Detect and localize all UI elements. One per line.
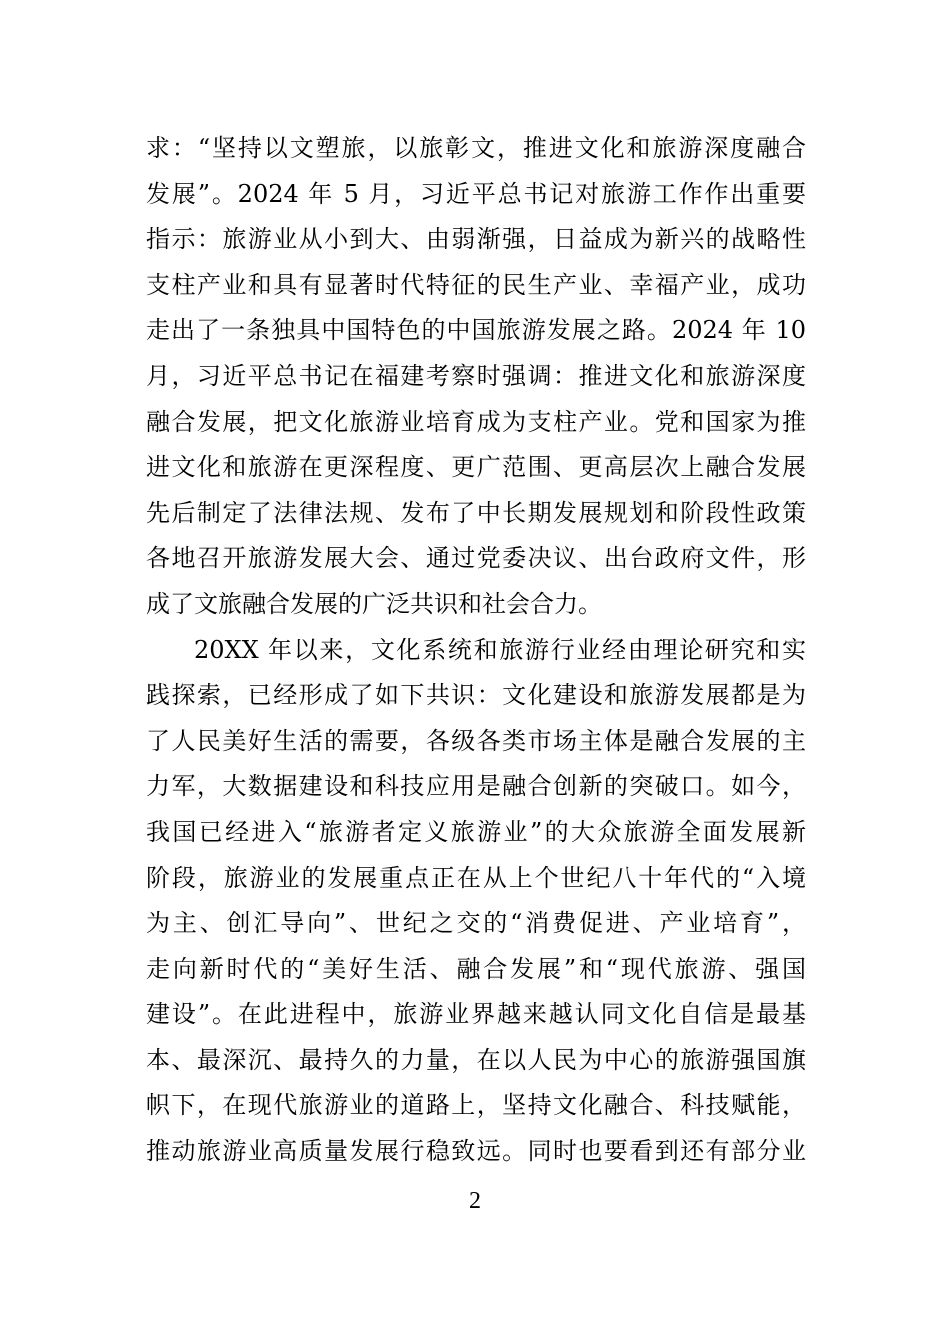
- text-line: 阶段，旅游业的发展重点正在从上个世纪八十年代的“入境: [146, 863, 806, 892]
- body-text: [146, 126, 806, 1175]
- text-line: 支柱产业和具有显著时代特征的民生产业、幸福产业，成功: [146, 270, 806, 299]
- text-line: 践探索，已经形成了如下共识：文化建设和旅游发展都是为: [146, 681, 806, 710]
- text-line: 走出了一条独具中国特色的中国旅游发展之路。2024 年 10: [146, 316, 806, 345]
- text-line: 建设”。在此进程中，旅游业界越来越认同文化自信是最基: [146, 1000, 806, 1029]
- text-line: 为主、创汇导向”、世纪之交的“消费促进、产业培育”，: [146, 909, 806, 938]
- text-line: 求：“坚持以文塑旅，以旅彰文，推进文化和旅游深度融合: [146, 134, 806, 162]
- text-line: 了人民美好生活的需要，各级各类市场主体是融合发展的主: [146, 726, 806, 755]
- text-line: 我国已经进入“旅游者定义旅游业”的大众旅游全面发展新: [146, 817, 806, 846]
- text-line: 力军，大数据建设和科技应用是融合创新的突破口。如今，: [146, 772, 806, 801]
- text-line: 帜下，在现代旅游业的道路上，坚持文化融合、科技赋能，: [146, 1091, 806, 1120]
- text-line: 融合发展，把文化旅游业培育成为支柱产业。党和国家为推: [146, 407, 806, 436]
- text-line: 先后制定了法律法规、发布了中长期发展规划和阶段性政策: [146, 498, 806, 527]
- text-line: 进文化和旅游在更深程度、更广范围、更高层次上融合发展: [146, 453, 806, 482]
- text-line: 成了文旅融合发展的广泛共识和社会合力。: [146, 589, 602, 618]
- text-line: 月，习近平总书记在福建考察时强调：推进文化和旅游深度: [146, 361, 806, 390]
- text-line: 指示：旅游业从小到大、由弱渐强，日益成为新兴的战略性: [146, 225, 806, 254]
- text-line: 本、最深沉、最持久的力量，在以人民为中心的旅游强国旗: [146, 1045, 806, 1074]
- text-line: 发展”。2024 年 5 月，习近平总书记对旅游工作作出重要: [146, 179, 806, 208]
- text-line: 走向新时代的“美好生活、融合发展”和“现代旅游、强国: [146, 954, 806, 983]
- text-line: 各地召开旅游发展大会、通过党委决议、出台政府文件，形: [146, 544, 806, 573]
- paragraph-first-line: 20XX 年以来，文化系统和旅游行业经由理论研究和实: [194, 635, 806, 664]
- page-number: 2: [469, 1188, 481, 1214]
- text-line: 推动旅游业高质量发展行稳致远。同时也要看到还有部分业: [146, 1137, 806, 1166]
